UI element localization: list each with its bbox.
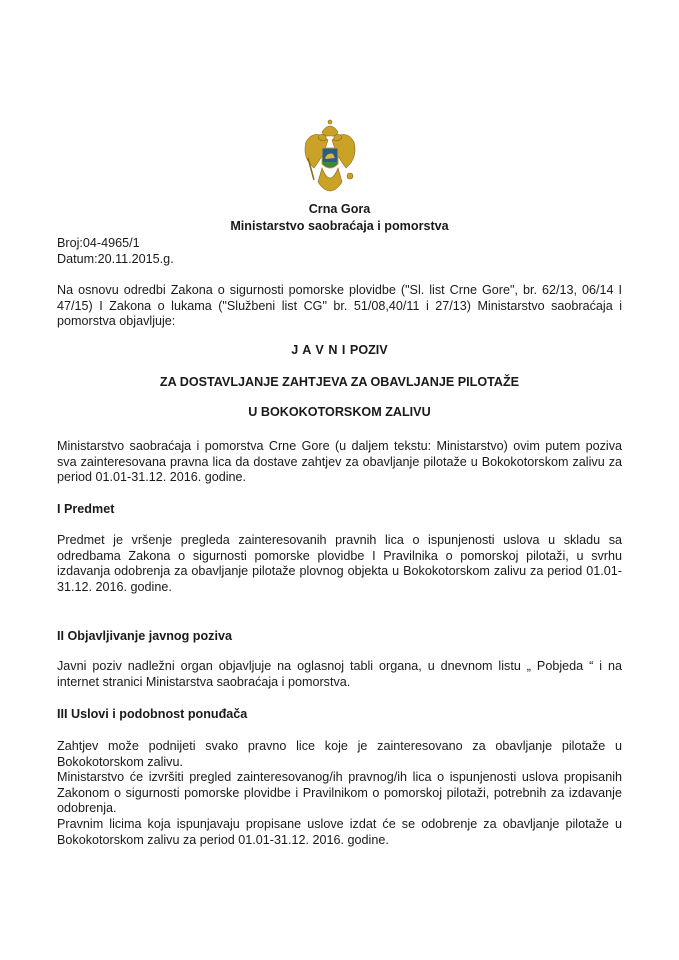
section-heading: III Uslovi i podobnost ponuđača: [57, 707, 248, 721]
lead-paragraph: Ministarstvo saobraćaja i pomorstva Crne Gore (u daljem tekstu: Ministarstvo) ovim putem poziva sva zainteresovana pravna lica da dostave zahtjev za obavljanje pilotaže u Bokokotorskom zalivu za period 01.01-31.12. 2016. godine.: [57, 439, 622, 485]
document-number: Broj:04-4965/1: [57, 236, 140, 250]
section-paragraph: Ministarstvo će izvršiti pregled zainteresovanog/ih pravnog/ih lica o ispunjenosti uslova propisanih Zakonom o sigurnosti pomorske plovidbe i Pravilnikom o pomorskoj pilotaži, potrebnih za izdavanje odobrenja.: [57, 770, 622, 816]
section-paragraph: Javni poziv nadležni organ objavljuje na oglasnoj tabli organa, u dnevnom listu „ Pobjeda “ i na internet stranici Ministarstva saobraćaja i pomorstva.: [57, 659, 622, 689]
section-paragraph: Pravnim licima koja ispunjavaju propisane uslove izdat će se odobrenje za obavljanje pilotaže u Bokokotorskom zalivu za period 01.01-31.12. 2016. godine.: [57, 816, 622, 847]
country-name: Crna Gora: [308, 202, 371, 216]
section-heading: I Predmet: [57, 502, 115, 516]
intro-paragraph: Na osnovu odredbi Zakona o sigurnosti pomorske plovidbe ("Sl. list Crne Gore", br. 62/13, 06/14 I 47/15) I Zakona o lukama ("Službeni list CG" br. 51/08,40/11 i 27/13) Ministarstvo saobraćaja i pomorstva objavljuje:: [57, 283, 622, 329]
section-paragraphs: [57, 739, 622, 848]
coat-of-arms-emblem: [300, 118, 360, 200]
title-sub2: U BOKOKOTORSKOM ZALIVU: [248, 405, 431, 419]
section-paragraph: Zahtjev može podnijeti svako pravno lice koje je zainteresovano za obavljanje pilotaže u Bokokotorskom zalivu.: [57, 739, 622, 769]
title-main: J A V N I POZIV: [291, 343, 388, 357]
document-date: Datum:20.11.2015.g.: [57, 252, 174, 266]
section-paragraph: Predmet je vršenje pregleda zainteresovanih pravnih lica o ispunjenosti uslova u skladu sa odredbama Zakona o sigurnosti pomorske plovidbe I Pravilnika o pomorskoj pilotaži, u svrhu izdavanja odobrenja za obavljanje pilotaže plovnog objekta u Bokokotorskom zalivu za period 01.01-31.12. 2016. godine.: [57, 533, 622, 594]
title-sub1: ZA DOSTAVLJANJE ZAHTJEVA ZA OBAVLJANJE PILOTAŽE: [159, 375, 520, 389]
section-heading: II Objavljivanje javnog poziva: [57, 629, 232, 643]
ministry-name: Ministarstvo saobraćaja i pomorstva: [230, 219, 449, 233]
